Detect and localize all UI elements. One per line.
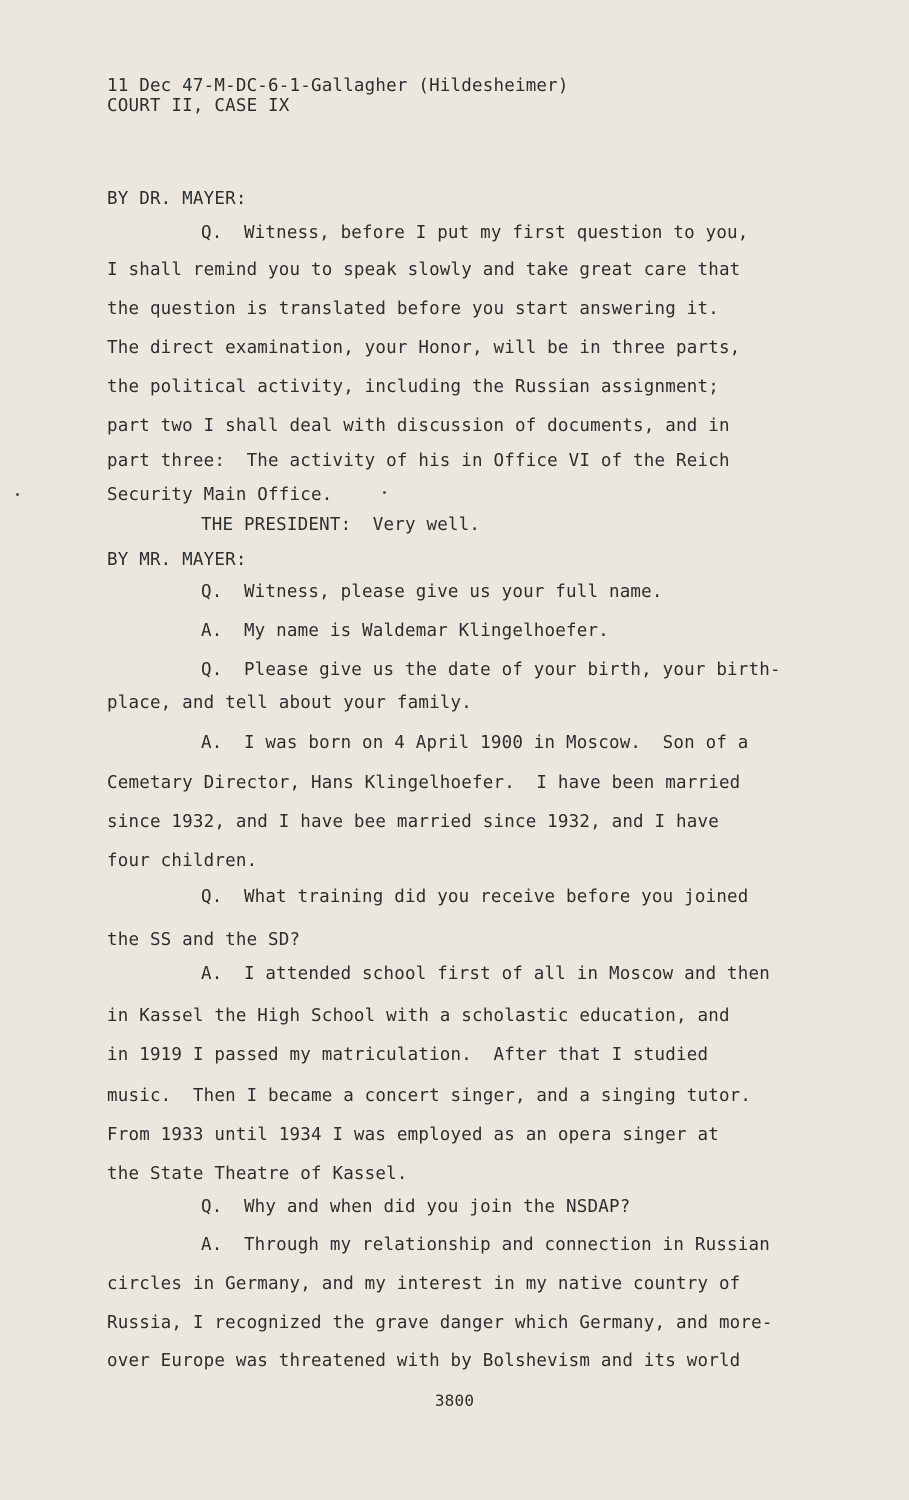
- text-line: circles in Germany, and my interest in my native country of: [107, 1274, 741, 1294]
- text-line: in Kassel the High School with a scholastic education, and: [107, 1006, 730, 1026]
- text-line: part two I shall deal with discussion of documents, and in: [107, 416, 730, 436]
- text-line: Cemetary Director, Hans Klingelhoefer. I have been married: [107, 773, 741, 793]
- text-line: since 1932, and I have bee married since 1932, and I have: [107, 812, 719, 832]
- answer-line: A. I was born on 4 April 1900 in Moscow. Son of a: [201, 733, 749, 753]
- question-line: Q. Please give us the date of your birth, your birth-: [201, 660, 781, 680]
- question-line: Q. Witness, before I put my first question to you,: [201, 223, 749, 243]
- question-line: Q. What training did you receive before you joined: [201, 887, 749, 907]
- speaker-heading: BY MR. MAYER:: [107, 550, 247, 570]
- header-line-1: 11 Dec 47-M-DC-6-1-Gallagher (Hildesheimer): [107, 76, 569, 96]
- answer-line: A. Through my relationship and connection in Russian: [201, 1235, 771, 1255]
- text-line: place, and tell about your family.: [107, 693, 473, 713]
- text-line: in 1919 I passed my matriculation. After that I studied: [107, 1045, 709, 1065]
- text-line: the question is translated before you start answering it.: [107, 299, 719, 319]
- text-line: the State Theatre of Kassel.: [107, 1164, 408, 1184]
- text-line: Russia, I recognized the grave danger which Germany, and more-: [107, 1313, 773, 1333]
- stray-mark: [383, 491, 386, 494]
- text-line: four children.: [107, 851, 258, 871]
- text-line: over Europe was threatened with by Bolshevism and its world: [107, 1351, 741, 1371]
- president-line: THE PRESIDENT: Very well.: [201, 515, 481, 535]
- text-line: I shall remind you to speak slowly and take great care that: [107, 260, 741, 280]
- question-line: Q. Why and when did you join the NSDAP?: [201, 1197, 631, 1217]
- answer-line: A. I attended school first of all in Moscow and then: [201, 964, 771, 984]
- speaker-heading: BY DR. MAYER:: [107, 189, 247, 209]
- text-line: the SS and the SD?: [107, 930, 301, 950]
- text-line: music. Then I became a concert singer, and a singing tutor.: [107, 1086, 752, 1106]
- page-number: 3800: [434, 1391, 475, 1410]
- question-line: Q. Witness, please give us your full name.: [201, 582, 663, 602]
- text-line: the political activity, including the Russian assignment;: [107, 377, 719, 397]
- punch-mark: [16, 493, 19, 496]
- header-line-2: COURT II, CASE IX: [107, 96, 290, 116]
- answer-line: A. My name is Waldemar Klingelhoefer.: [201, 621, 609, 641]
- text-line: part three: The activity of his in Office VI of the Reich: [107, 451, 730, 471]
- text-line: The direct examination, your Honor, will be in three parts,: [107, 338, 741, 358]
- text-line: From 1933 until 1934 I was employed as an opera singer at: [107, 1125, 719, 1145]
- text-line: Security Main Office.: [107, 485, 333, 505]
